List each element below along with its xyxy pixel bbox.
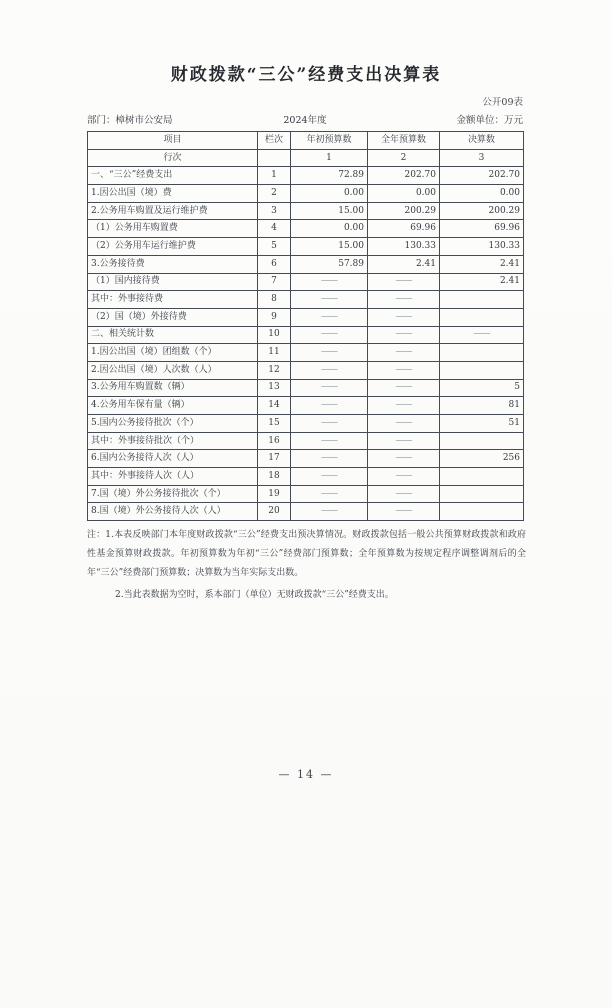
table-row xyxy=(88,503,524,521)
notes-block xyxy=(87,526,526,605)
row-initial-budget-value: —— xyxy=(291,485,368,503)
row-annual-budget-value: 200.29 xyxy=(368,202,440,220)
row-line-number: 17 xyxy=(258,450,291,468)
col-header-final-accounts: 决算数 xyxy=(440,132,524,150)
table-row xyxy=(88,185,524,203)
row-annual-budget-value: —— xyxy=(368,326,440,344)
table-row xyxy=(88,291,524,309)
row-final-accounts-value xyxy=(440,291,524,309)
row-annual-budget-value: —— xyxy=(368,415,440,433)
row-line-number: 2 xyxy=(258,185,291,203)
row-item-label: 8.国（境）外公务接待人次（人） xyxy=(88,503,258,521)
row-line-number: 18 xyxy=(258,468,291,486)
row-initial-budget-value: 0.00 xyxy=(291,185,368,203)
row-line-number: 3 xyxy=(258,202,291,220)
table-row xyxy=(88,238,524,256)
row-initial-budget-value: —— xyxy=(291,432,368,450)
row-final-accounts-value xyxy=(440,485,524,503)
page-title: 财政拨款“三公”经费支出决算表 xyxy=(170,65,442,85)
row-item-label: 其中：外事接待批次（个） xyxy=(88,432,258,450)
row-final-accounts-value: —— xyxy=(440,326,524,344)
table-row xyxy=(88,273,524,291)
table-body xyxy=(88,167,524,521)
table-subheader-row xyxy=(88,149,524,167)
row-initial-budget-value: 72.89 xyxy=(291,167,368,185)
row-final-accounts-value xyxy=(440,503,524,521)
row-initial-budget-value: —— xyxy=(291,344,368,362)
row-initial-budget-value: —— xyxy=(291,361,368,379)
table-row xyxy=(88,308,524,326)
page-number: — 14 — xyxy=(278,768,334,781)
row-item-label: 5.国内公务接待批次（个） xyxy=(88,415,258,433)
table-row xyxy=(88,485,524,503)
row-annual-budget-value: —— xyxy=(368,361,440,379)
expenditure-table xyxy=(87,131,524,521)
row-line-number: 5 xyxy=(258,238,291,256)
col-header-line: 栏次 xyxy=(258,132,291,150)
row-initial-budget-value: —— xyxy=(291,291,368,309)
row-initial-budget-value: —— xyxy=(291,503,368,521)
note-2: 2.当此表数据为空时，系本部门（单位）无财政拨款“三公”经费支出。 xyxy=(115,590,394,600)
table-row xyxy=(88,361,524,379)
row-initial-budget-value: 57.89 xyxy=(291,255,368,273)
row-line-number: 6 xyxy=(258,255,291,273)
row-initial-budget-value: —— xyxy=(291,468,368,486)
row-final-accounts-value: 2.41 xyxy=(440,255,524,273)
table-row xyxy=(88,415,524,433)
row-item-label: （1）国内接待费 xyxy=(88,273,258,291)
row-final-accounts-value: 256 xyxy=(440,450,524,468)
row-item-label: 6.国内公务接待人次（人） xyxy=(88,450,258,468)
row-line-number: 13 xyxy=(258,379,291,397)
row-initial-budget-value: —— xyxy=(291,397,368,415)
row-annual-budget-value: —— xyxy=(368,432,440,450)
row-annual-budget-value: —— xyxy=(368,397,440,415)
row-line-number: 11 xyxy=(258,344,291,362)
row-annual-budget-value: —— xyxy=(368,450,440,468)
row-final-accounts-value: 130.33 xyxy=(440,238,524,256)
row-annual-budget-value: 2.41 xyxy=(368,255,440,273)
row-item-label: （2）公务用车运行维护费 xyxy=(88,238,258,256)
row-line-number: 10 xyxy=(258,326,291,344)
table-row xyxy=(88,167,524,185)
row-final-accounts-value: 69.96 xyxy=(440,220,524,238)
row-annual-budget-value: —— xyxy=(368,468,440,486)
unit-label: 金额单位：万元 xyxy=(456,115,523,126)
row-final-accounts-value: 202.70 xyxy=(440,167,524,185)
row-item-label: 4.公务用车保有量（辆） xyxy=(88,397,258,415)
row-line-number: 4 xyxy=(258,220,291,238)
table-row xyxy=(88,220,524,238)
row-line-number: 15 xyxy=(258,415,291,433)
row-final-accounts-value: 2.41 xyxy=(440,273,524,291)
row-item-label: 其中：外事接待人次（人） xyxy=(88,468,258,486)
row-annual-budget-value: 202.70 xyxy=(368,167,440,185)
table-row xyxy=(88,432,524,450)
row-initial-budget-value: —— xyxy=(291,415,368,433)
subheader-line-label: 行次 xyxy=(88,149,258,167)
row-item-label: 一、“三公”经费支出 xyxy=(88,167,258,185)
table-row xyxy=(88,450,524,468)
table-row xyxy=(88,202,524,220)
row-initial-budget-value: —— xyxy=(291,450,368,468)
row-item-label: 7.国（境）外公务接待批次（个） xyxy=(88,485,258,503)
form-code: 公开09表 xyxy=(482,97,523,108)
table-row xyxy=(88,326,524,344)
row-annual-budget-value: —— xyxy=(368,273,440,291)
row-final-accounts-value: 5 xyxy=(440,379,524,397)
row-line-number: 20 xyxy=(258,503,291,521)
meta-row xyxy=(87,112,523,126)
row-annual-budget-value: 69.96 xyxy=(368,220,440,238)
row-item-label: 1.因公出国（境）团组数（个） xyxy=(88,344,258,362)
row-annual-budget-value: —— xyxy=(368,291,440,309)
col-header-initial-budget: 年初预算数 xyxy=(291,132,368,150)
row-final-accounts-value xyxy=(440,468,524,486)
table-row xyxy=(88,397,524,415)
row-final-accounts-value xyxy=(440,432,524,450)
row-line-number: 19 xyxy=(258,485,291,503)
row-annual-budget-value: —— xyxy=(368,503,440,521)
col-header-annual-budget: 全年预算数 xyxy=(368,132,440,150)
row-final-accounts-value xyxy=(440,344,524,362)
table-header-row xyxy=(88,132,524,150)
subheader-col3-number: 3 xyxy=(440,149,524,167)
row-initial-budget-value: —— xyxy=(291,273,368,291)
row-final-accounts-value xyxy=(440,361,524,379)
subheader-col2-number: 2 xyxy=(368,149,440,167)
table-row xyxy=(88,344,524,362)
row-item-label: 2.因公出国（境）人次数（人） xyxy=(88,361,258,379)
row-item-label: 3.公务接待费 xyxy=(88,255,258,273)
row-line-number: 8 xyxy=(258,291,291,309)
row-line-number: 7 xyxy=(258,273,291,291)
row-item-label: 3.公务用车购置数（辆） xyxy=(88,379,258,397)
row-annual-budget-value: —— xyxy=(368,308,440,326)
row-final-accounts-value: 81 xyxy=(440,397,524,415)
row-line-number: 14 xyxy=(258,397,291,415)
subheader-blank-cell xyxy=(258,149,291,167)
subheader-col1-number: 1 xyxy=(291,149,368,167)
row-initial-budget-value: 0.00 xyxy=(291,220,368,238)
department-label: 部门：樟树市公安局 xyxy=(87,115,173,126)
row-line-number: 9 xyxy=(258,308,291,326)
table-row xyxy=(88,379,524,397)
row-initial-budget-value: —— xyxy=(291,308,368,326)
period-label: 2024年度 xyxy=(283,115,327,126)
row-item-label: 二、相关统计数 xyxy=(88,326,258,344)
row-annual-budget-value: 130.33 xyxy=(368,238,440,256)
row-initial-budget-value: 15.00 xyxy=(291,202,368,220)
row-final-accounts-value: 200.29 xyxy=(440,202,524,220)
row-annual-budget-value: —— xyxy=(368,344,440,362)
note-1: 注：1.本表反映部门本年度财政拨款“三公”经费支出预决算情况。财政拨款包括一般公共预算财政拨款和政府性基金预算财政拨款。年初预算数为年初“三公”经费部门预算数；全年预算数为按规定程序调整调剂后的全年“三公”经费部门预算数；决算数为当年实际支出数。 xyxy=(87,530,526,578)
row-initial-budget-value: —— xyxy=(291,326,368,344)
row-annual-budget-value: —— xyxy=(368,485,440,503)
row-annual-budget-value: —— xyxy=(368,379,440,397)
row-item-label: 其中：外事接待费 xyxy=(88,291,258,309)
row-item-label: （1）公务用车购置费 xyxy=(88,220,258,238)
row-annual-budget-value: 0.00 xyxy=(368,185,440,203)
table-row xyxy=(88,468,524,486)
row-item-label: 2.公务用车购置及运行维护费 xyxy=(88,202,258,220)
col-header-item: 项目 xyxy=(88,132,258,150)
row-item-label: 1.因公出国（境）费 xyxy=(88,185,258,203)
row-item-label: （2）国（境）外接待费 xyxy=(88,308,258,326)
table-row xyxy=(88,255,524,273)
row-line-number: 1 xyxy=(258,167,291,185)
row-initial-budget-value: 15.00 xyxy=(291,238,368,256)
row-line-number: 16 xyxy=(258,432,291,450)
row-final-accounts-value: 51 xyxy=(440,415,524,433)
row-final-accounts-value xyxy=(440,308,524,326)
row-final-accounts-value: 0.00 xyxy=(440,185,524,203)
row-initial-budget-value: —— xyxy=(291,379,368,397)
row-line-number: 12 xyxy=(258,361,291,379)
